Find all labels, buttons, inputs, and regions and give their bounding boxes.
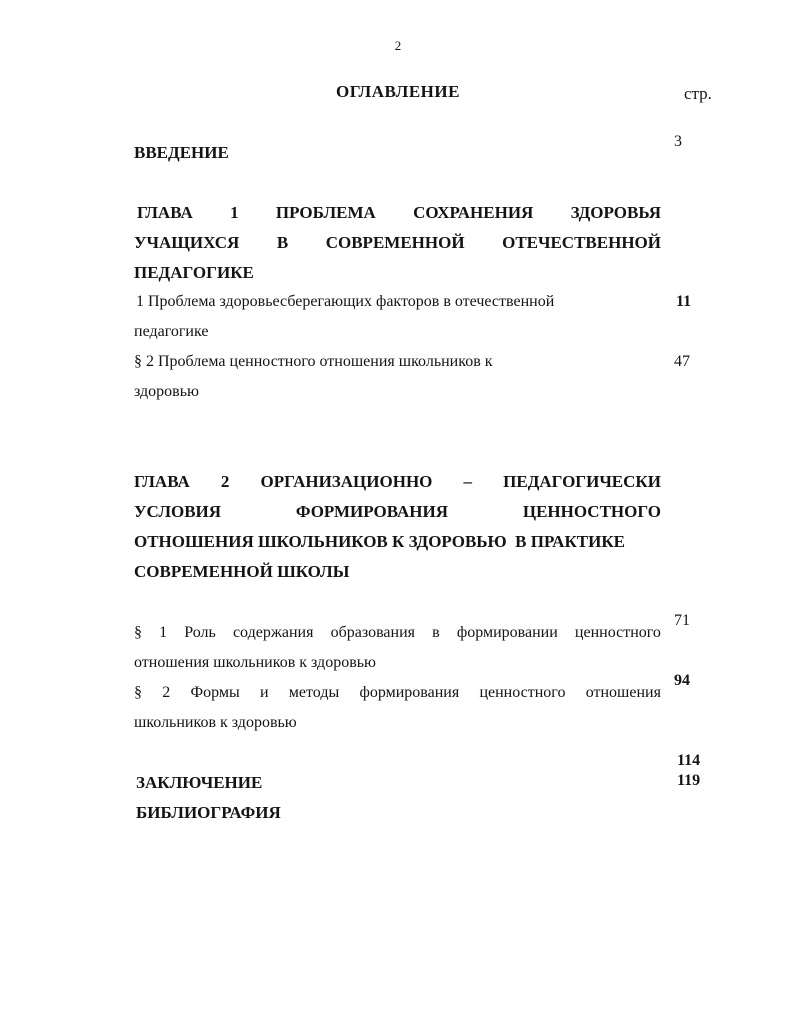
word: 1: [230, 203, 239, 222]
toc-page-chapter1-section1: 11: [676, 293, 692, 310]
chapter2-section1-line2: отношения школьников к здоровью: [134, 654, 376, 671]
toc-page-chapter2-section2: 94: [674, 672, 690, 689]
word: ФОРМИРОВАНИЯ: [295, 502, 449, 521]
word: В: [276, 233, 289, 252]
word: Формы: [190, 684, 240, 701]
page-title: ОГЛАВЛЕНИЕ: [336, 82, 460, 101]
chapter1-section1-line2: педагогике: [134, 323, 209, 340]
chapter1-heading-line2: [134, 233, 661, 253]
word: формировании: [456, 624, 558, 641]
word: СОВРЕМЕННОЙ: [325, 233, 465, 252]
chapter2-section1-line1: [134, 624, 661, 642]
chapter1-heading-line3: ПЕДАГОГИКЕ: [134, 263, 254, 282]
word: в: [432, 624, 440, 641]
word: ЗДОРОВЬЯ: [570, 203, 661, 222]
chapter2-section2-line2: школьников к здоровью: [134, 714, 297, 731]
word: СОХРАНЕНИЯ: [413, 203, 534, 222]
toc-page-bibliography: 119: [677, 772, 701, 789]
word: и: [259, 684, 269, 701]
toc-page-introduction: 3: [674, 133, 682, 150]
word: 2: [162, 684, 171, 701]
word: –: [463, 472, 473, 491]
word: Роль: [184, 624, 216, 641]
word: ценностного: [574, 624, 661, 641]
word: ОРГАНИЗАЦИОННО: [260, 472, 433, 491]
chapter2-heading-line3: ОТНОШЕНИЯ ШКОЛЬНИКОВ К ЗДОРОВЬЮ В ПРАКТИКЕ: [134, 532, 626, 551]
chapter1-section2-line1: § 2 Проблема ценностного отношения школьников к: [134, 353, 493, 370]
word: формирования: [359, 684, 460, 701]
word: ОТЕЧЕСТВЕННОЙ: [502, 233, 661, 252]
word: 1: [159, 624, 168, 641]
page-number: 2: [394, 38, 402, 53]
word: §: [134, 684, 142, 701]
word: §: [134, 624, 142, 641]
toc-page-chapter1-section2: 47: [674, 353, 690, 370]
chapter1-section1-line1: 1 Проблема здоровьесберегающих факторов в отечественной: [136, 293, 555, 310]
word: образования: [330, 624, 416, 641]
word: ГЛАВА: [134, 472, 190, 491]
chapter1-heading-line1: [137, 203, 661, 223]
word: ГЛАВА: [137, 203, 193, 222]
toc-entry-conclusion: ЗАКЛЮЧЕНИЕ: [136, 773, 263, 792]
word: ценностного: [479, 684, 566, 701]
word: ПЕДАГОГИЧЕСКИ: [503, 472, 661, 491]
toc-entry-introduction: ВВЕДЕНИЕ: [134, 143, 229, 162]
chapter2-heading-line1: [134, 472, 661, 492]
toc-page-conclusion: 114: [677, 752, 701, 769]
chapter2-section2-line1: [134, 684, 661, 702]
word: отношения: [585, 684, 661, 701]
toc-entry-bibliography: БИБЛИОГРАФИЯ: [136, 803, 281, 822]
word: содержания: [232, 624, 314, 641]
chapter2-heading-line2: [134, 502, 661, 522]
word: УЧАЩИХСЯ: [134, 233, 240, 252]
word: ЦЕННОСТНОГО: [522, 502, 661, 521]
word: ПРОБЛЕМА: [275, 203, 376, 222]
chapter2-heading-line4: СОВРЕМЕННОЙ ШКОЛЫ: [134, 562, 350, 581]
toc-page-chapter2-section1: 71: [674, 612, 690, 629]
word: УСЛОВИЯ: [134, 502, 222, 521]
chapter1-section2-line2: здоровью: [134, 383, 199, 400]
word: 2: [220, 472, 230, 491]
word: методы: [288, 684, 340, 701]
page-column-label: стр.: [684, 84, 712, 103]
